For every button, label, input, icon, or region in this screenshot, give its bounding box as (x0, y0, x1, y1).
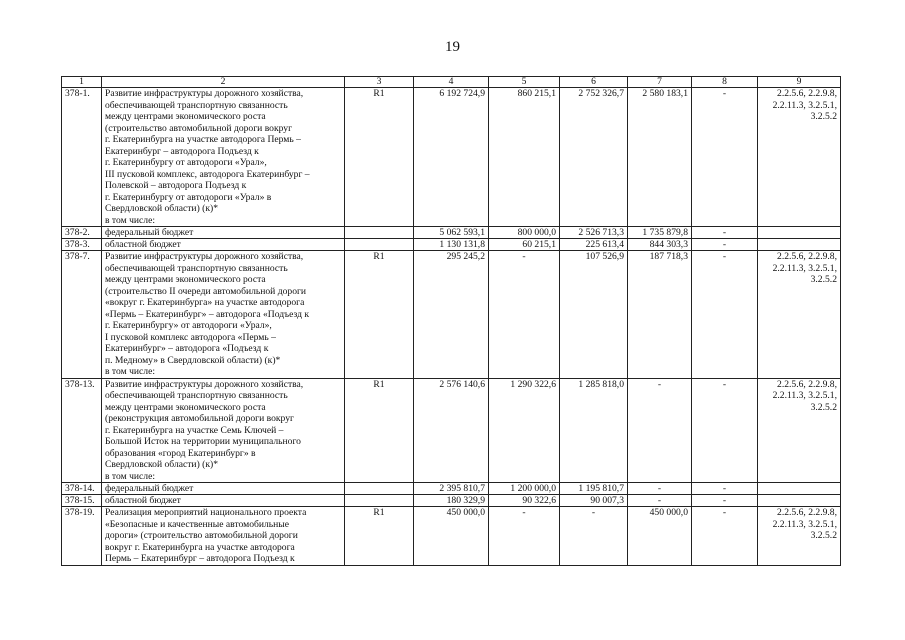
row-total: 450 000,0 (414, 507, 489, 566)
row-total: 1 130 131,8 (414, 239, 489, 251)
row-year-1: 1 200 000,0 (489, 483, 560, 495)
row-code (345, 227, 414, 239)
row-year-2: 1 285 818,0 (560, 378, 628, 483)
row-code: R1 (345, 507, 414, 566)
row-targets (758, 483, 841, 495)
row-number: 378-13. (62, 378, 102, 483)
row-number: 378-15. (62, 495, 102, 507)
row-description: Развитие инфраструктуры дорожного хозяйства, обеспечивающей транспортную связанность между центрами экономического роста (реконструкция автомобильной дороги вокруг г. Екатеринбурга на участке Семь Ключей – Большой Исток на территории муниципального образования «город Екатеринбург» в Свердловской области) (к)* в том числе: (102, 378, 345, 483)
row-year-2: 225 613,4 (560, 239, 628, 251)
row-number: 378-7. (62, 251, 102, 379)
row-year-2: 2 526 713,3 (560, 227, 628, 239)
row-year-1: 800 000,0 (489, 227, 560, 239)
row-description: Развитие инфраструктуры дорожного хозяйства, обеспечивающей транспортную связанность между центрами экономического роста (строительство II очереди автомобильной дороги «вокруг г. Екатеринбурга» на участке автодорога «Пермь – Екатеринбург» – автодорога «Подъезд к г. Екатеринбургу» от автодороги «Урал», I пусковой комплекс автодорога «Пермь – Екатеринбург» – автодорога «Подъезд к п. Медному» в Свердловской области) (к)* в том числе: (102, 251, 345, 379)
row-year-1: 860 215,1 (489, 88, 560, 227)
row-year-2: 1 195 810,7 (560, 483, 628, 495)
row-year-3: 1 735 879,8 (628, 227, 692, 239)
row-total: 2 395 810,7 (414, 483, 489, 495)
row-description: федеральный бюджет (102, 483, 345, 495)
row-code (345, 483, 414, 495)
row-targets: 2.2.5.6, 2.2.9.8, 2.2.11.3, 3.2.5.1, 3.2.5.2 (758, 378, 841, 483)
row-year-1: 1 290 322,6 (489, 378, 560, 483)
table-row (62, 239, 841, 251)
col-header: 7 (628, 77, 692, 88)
row-year-3: 844 303,3 (628, 239, 692, 251)
row-total: 295 245,2 (414, 251, 489, 379)
row-year-1: 90 322,6 (489, 495, 560, 507)
row-year-4: - (692, 239, 758, 251)
row-year-3: - (628, 495, 692, 507)
row-total: 180 329,9 (414, 495, 489, 507)
row-targets: 2.2.5.6, 2.2.9.8, 2.2.11.3, 3.2.5.1, 3.2.5.2 (758, 251, 841, 379)
row-total: 2 576 140,6 (414, 378, 489, 483)
row-description: Развитие инфраструктуры дорожного хозяйства, обеспечивающей транспортную связанность между центрами экономического роста (строительство автомобильной дороги вокруг г. Екатеринбурга на участке автодорога Пермь – Екатеринбург – автодорога Подъезд к г. Екатеринбургу от автодороги «Урал», III пусковой комплекс, автодорога Екатеринбург – Полевской – автодорога Подъезд к г. Екатеринбургу от автодороги «Урал» в Свердловской области) (к)* в том числе: (102, 88, 345, 227)
col-header: 4 (414, 77, 489, 88)
row-description: Реализация мероприятий национального проекта «Безопасные и качественные автомобильные дороги» (строительство автомобильной дороги вокруг г. Екатеринбурга на участке автодорога Пермь – Екатеринбург – автодорога Подъезд к (102, 507, 345, 566)
row-code (345, 239, 414, 251)
row-year-3: - (628, 378, 692, 483)
row-year-2: - (560, 507, 628, 566)
row-number: 378-19. (62, 507, 102, 566)
col-header: 2 (102, 77, 345, 88)
row-year-2: 2 752 326,7 (560, 88, 628, 227)
table-row (62, 251, 841, 379)
table-row (62, 495, 841, 507)
row-year-4: - (692, 251, 758, 379)
row-year-4: - (692, 507, 758, 566)
col-header: 8 (692, 77, 758, 88)
row-total: 5 062 593,1 (414, 227, 489, 239)
col-header: 1 (62, 77, 102, 88)
table-row (62, 378, 841, 483)
row-year-1: - (489, 251, 560, 379)
program-table (61, 76, 841, 566)
row-code: R1 (345, 251, 414, 379)
row-year-3: - (628, 483, 692, 495)
row-number: 378-1. (62, 88, 102, 227)
row-targets: 2.2.5.6, 2.2.9.8, 2.2.11.3, 3.2.5.1, 3.2.5.2 (758, 507, 841, 566)
row-year-4: - (692, 88, 758, 227)
row-year-1: - (489, 507, 560, 566)
row-code: R1 (345, 378, 414, 483)
col-header: 9 (758, 77, 841, 88)
row-year-3: 450 000,0 (628, 507, 692, 566)
row-year-3: 2 580 183,1 (628, 88, 692, 227)
row-description: федеральный бюджет (102, 227, 345, 239)
row-code: R1 (345, 88, 414, 227)
row-description: областной бюджет (102, 495, 345, 507)
row-year-4: - (692, 227, 758, 239)
page-number: 19 (445, 39, 460, 55)
row-targets (758, 239, 841, 251)
row-targets: 2.2.5.6, 2.2.9.8, 2.2.11.3, 3.2.5.1, 3.2.5.2 (758, 88, 841, 227)
row-description: областной бюджет (102, 239, 345, 251)
row-year-2: 107 526,9 (560, 251, 628, 379)
col-header: 5 (489, 77, 560, 88)
col-header: 6 (560, 77, 628, 88)
table-row (62, 483, 841, 495)
col-header: 3 (345, 77, 414, 88)
row-year-4: - (692, 378, 758, 483)
table-row (62, 88, 841, 227)
row-total: 6 192 724,9 (414, 88, 489, 227)
row-year-1: 60 215,1 (489, 239, 560, 251)
row-number: 378-2. (62, 227, 102, 239)
row-number: 378-14. (62, 483, 102, 495)
row-year-4: - (692, 483, 758, 495)
header-row (62, 77, 841, 88)
table-row (62, 507, 841, 566)
row-year-2: 90 007,3 (560, 495, 628, 507)
row-targets (758, 227, 841, 239)
row-code (345, 495, 414, 507)
table-row (62, 227, 841, 239)
row-number: 378-3. (62, 239, 102, 251)
row-year-3: 187 718,3 (628, 251, 692, 379)
row-targets (758, 495, 841, 507)
row-year-4: - (692, 495, 758, 507)
